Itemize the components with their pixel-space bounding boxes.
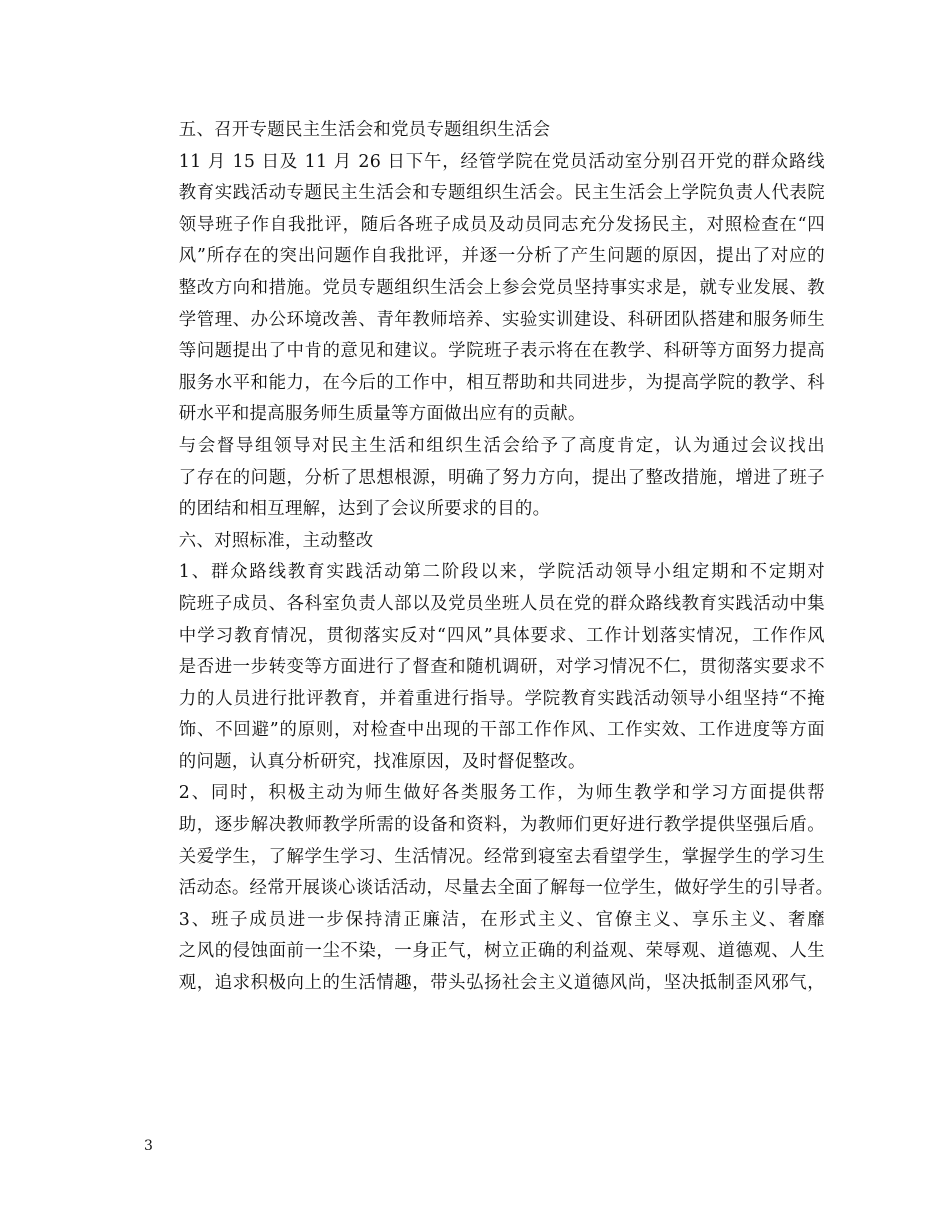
text-line: 饰、不回避”的原则，对检查中出现的干部工作作风、工作实效、工作进度等方面: [178, 720, 825, 741]
text-line: 1、群众路线教育实践活动第二阶段以来，学院活动领导小组定期和不定期对: [178, 562, 825, 583]
text-line: 助，逐步解决教师教学所需的设备和资料，为教师们更好进行教学提供坚强后盾。: [178, 815, 825, 836]
text-line: 六、对照标准，主动整改: [178, 530, 374, 551]
text-line: 中学习教育情况，贯彻落实反对“四风”具体要求、工作计划落实情况，工作作风: [178, 625, 825, 646]
text-line: 的问题，认真分析研究，找准原因，及时督促整改。: [178, 751, 586, 772]
paragraph-review: [144, 431, 825, 526]
text-line: 活动态。经常开展谈心谈话活动，尽量去全面了解每一位学生，做好学生的引导者。: [178, 878, 834, 899]
document-body: [144, 115, 834, 1000]
text-line: 与会督导组领导对民主生活和组织生活会给予了高度肯定，认为通过会议找出: [178, 435, 825, 456]
text-line: 观，追求积极向上的生活情趣，带头弘扬社会主义道德风尚，坚决抵制歪风邪气，: [178, 973, 825, 994]
text-line: 教育实践活动专题民主生活会和专题组织生活会。民主生活会上学院负责人代表院: [178, 183, 825, 204]
text-line: 了存在的问题，分析了思想根源，明确了努力方向，提出了整改措施，增进了班子: [178, 467, 825, 488]
text-line: 2、同时，积极主动为师生做好各类服务工作，为师生教学和学习方面提供帮: [178, 783, 825, 804]
text-line: 整改方向和措施。党员专题组织生活会上参会党员坚持事实求是，就专业发展、教: [178, 277, 825, 298]
text-line: 院班子成员、各科室负责人部以及党员坐班人员在党的群众路线教育实践活动中集: [178, 593, 825, 614]
text-line: 学管理、办公环境改善、青年教师培养、实验实训建设、科研团队搭建和服务师生: [178, 309, 825, 330]
paragraph-item-1: [144, 557, 825, 778]
text-line: 是否进一步转变等方面进行了督查和随机调研，对学习情况不仁，贯彻落实要求不: [178, 657, 825, 678]
text-line: 研水平和提高服务师生质量等方面做出应有的贡献。: [178, 404, 586, 425]
text-line: 等问题提出了中肯的意见和建议。学院班子表示将在在教学、科研等方面努力提高: [178, 341, 825, 362]
paragraph-item-3: [144, 905, 825, 1000]
text-line: 之风的侵蚀面前一尘不染，一身正气，树立正确的利益观、荣辱观、道德观、人生: [178, 941, 825, 962]
text-line: 领导班子作自我批评，随后各班子成员及动员同志充分发扬民主，对照检查在“四: [178, 214, 825, 235]
paragraph-meeting: [144, 147, 825, 431]
text-line: 五、召开专题民主生活会和党员专题组织生活会: [178, 120, 551, 140]
paragraph-item-2: [144, 778, 834, 904]
text-line: 力的人员进行批评教育，并着重进行指导。学院教育实践活动领导小组坚持“不掩: [178, 688, 825, 709]
section-heading-6: [144, 526, 825, 558]
text-line: 的团结和相互理解，达到了会议所要求的目的。: [178, 499, 551, 520]
page-number: 3: [144, 1138, 153, 1154]
text-line: 关爱学生，了解学生学习、生活情况。经常到寝室去看望学生，掌握学生的学习生: [178, 846, 825, 867]
text-line: 3、班子成员进一步保持清正廉洁，在形式主义、官僚主义、享乐主义、奢靡: [178, 909, 825, 930]
text-line: 11 月 15 日及 11 月 26 日下午，经管学院在党员活动室分别召开党的群众路线: [178, 151, 825, 172]
text-line: 风”所存在的突出问题作自我批评，并逐一分析了产生问题的原因，提出了对应的: [178, 246, 825, 267]
text-line: 服务水平和能力，在今后的工作中，相互帮助和共同进步，为提高学院的教学、科: [178, 372, 825, 393]
section-heading-5: [144, 115, 825, 147]
